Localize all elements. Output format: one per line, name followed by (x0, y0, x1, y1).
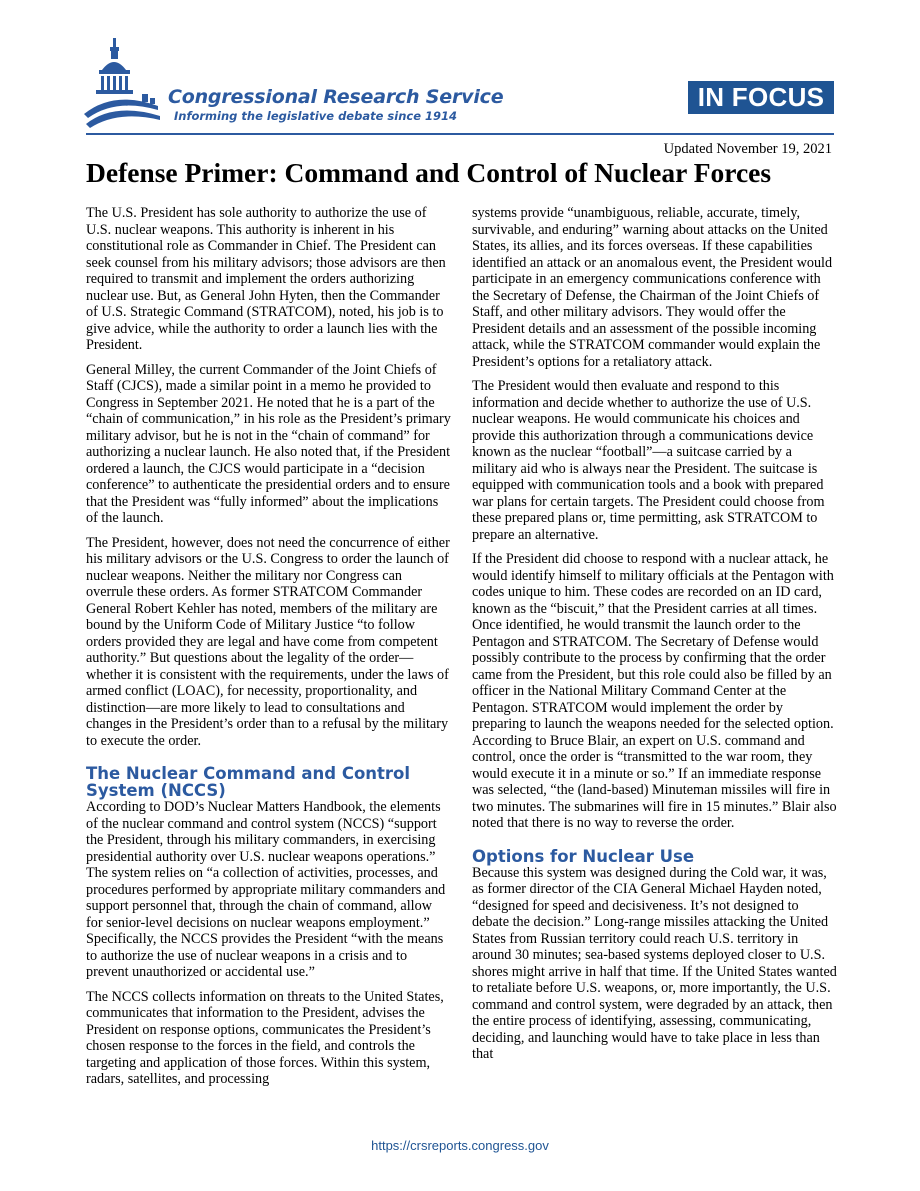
paragraph: According to DOD’s Nuclear Matters Handbook, the elements of the nuclear command and control system (NCCS) “support the President, through his military commanders, in exercising presidential authority over U.S. nuclear weapons operations.” The system relies on “a collection of activities, processes, and procedures performed by appropriate military commanders and support personnel that, through the chain of command, allow for senior-level decisions on nuclear weapons employment.” Specifically, the NCCS provides the President “with the means to authorize the use of nuclear weapons in a crisis and to prevent unauthorized or accidental use.” (86, 799, 446, 980)
org-name: Congressional Research Service (168, 86, 504, 108)
header-divider (86, 133, 834, 135)
section-heading: The Nuclear Command and Control System (NCCS) (86, 764, 411, 800)
section-heading: Options for Nuclear Use (472, 846, 695, 866)
paragraph: The U.S. President has sole authority to authorize the use of U.S. nuclear weapons. This authority is inherent in his constitutional role as Commander in Chief. The President can seek counsel from his military advisors; those advisors are then required to transmit and implement the orders authorizing nuclear use. But, as General John Hyten, then the Commander of U.S. Strategic Command (STRATCOM), noted, his job is to give advice, while the authority to order a launch lies with the President. (86, 205, 446, 353)
paragraph: The President would then evaluate and respond to this information and decide whether to authorize the use of U.S. nuclear weapons. He would communicate his choices and provide this authorization through a communications device known as the nuclear “football”—a suitcase carried by a military aid who is always near the President. The suitcase is equipped with communication tools and a book with prepared war plans for certain targets. The President could choose from these prepared plans or, time permitting, ask STRATCOM to prepare an alternative. (472, 378, 825, 543)
paragraph: The President, however, does not need the concurrence of either his military advisors or the U.S. Congress to order the launch of nuclear weapons. Neither the military nor Congress can overrule these orders. As former STRATCOM Commander General Robert Kehler has noted, members of the military are bound by the Uniform Code of Military Justice “to follow orders provided they are legal and have come from competent authority.” But questions about the legality of the order—whether it is consistent with the requirements, under the laws of armed conflict (LOAC), for necessity, proportionality, and distinction—are more likely to lead to consultations and changes in the President’s order than to a refusal by the military to execute the order. (86, 534, 450, 749)
paragraph: Because this system was designed during the Cold war, it was, as former director of the CIA General Michael Hayden noted, “designed for speed and decisiveness. It’s not designed to debate the decision.” Long-range missiles attacking the United States from Russian territory could reach U.S. territory in around 30 minutes; sea-based systems deployed closer to U.S. shores might arrive in half that time. If the United States wanted to retaliate before U.S. weapons, or, more importantly, the U.S. command and control system, were degraded by an attack, then the entire process of identifying, assessing, communicating, deciding, and launching would have to take place in less than that (472, 864, 837, 1062)
page-title: Defense Primer: Command and Control of Nuclear Forces (86, 157, 772, 188)
right-column (472, 205, 838, 1071)
paragraph: systems provide “unambiguous, reliable, accurate, timely, survivable, and enduring” warning about attacks on the United States, its allies, and its forces overseas. If these capabilities identified an attack or an anomalous event, the President would participate in an emergency communications conference with the Secretary of Defense, the Chairman of the Joint Chiefs of Staff, and other military advisors. They would offer the President details and an assessment of the possible incoming attack, while the STRATCOM commander would explain the President’s options for a retaliatory attack. (472, 205, 833, 370)
report-header (0, 0, 920, 140)
capitol-dome-icon (84, 38, 164, 135)
left-column (86, 205, 452, 1096)
in-focus-badge: IN FOCUS (688, 81, 834, 114)
org-tagline: Informing the legislative debate since 1914 (174, 109, 458, 123)
footer-link[interactable]: https://crsreports.congress.gov (371, 1138, 549, 1153)
updated-date: Updated November 19, 2021 (663, 141, 832, 157)
paragraph: The NCCS collects information on threats to the United States, communicates that information to the President, advises the President on response options, communicates the President’s chosen response to the forces in the field, and controls the targeting and application of those forces. Within this system, radars, satellites, and processing (86, 988, 444, 1087)
paragraph: General Milley, the current Commander of the Joint Chiefs of Staff (CJCS), made a similar point in a memo he provided to Congress in September 2021. He noted that he is a part of the “chain of communication,” in his role as the President’s primary military advisor, but he is not in the “chain of command” for authorizing a nuclear launch. He also noted that, if the President ordered a launch, the CJCS would participate in a “decision conference” to authenticate the presidential orders and to ensure that the President was “fully informed” about the implications of the launch. (86, 361, 451, 526)
paragraph: If the President did choose to respond with a nuclear attack, he would identify himself to military officials at the Pentagon with codes unique to him. These codes are recorded on an ID card, known as the “biscuit,” that the President carries at all times. Once identified, he would transmit the launch order to the Pentagon and STRATCOM. The Secretary of Defense would possibly contribute to the process by confirming that the order came from the President, but this role could also be filled by an officer in the National Military Command Center at the Pentagon. STRATCOM would implement the order by preparing to launch the weapons needed for the selected option. According to Bruce Blair, an expert on U.S. command and control, once the order is “transmitted to the war room, they would execute it in a minute or so.” If an immediate response was selected, “the (land-based) Minuteman missiles will fire in two minutes. The submarines will fire in 15 minutes.” Blair also noted that there is no way to reverse the order. (472, 551, 837, 831)
